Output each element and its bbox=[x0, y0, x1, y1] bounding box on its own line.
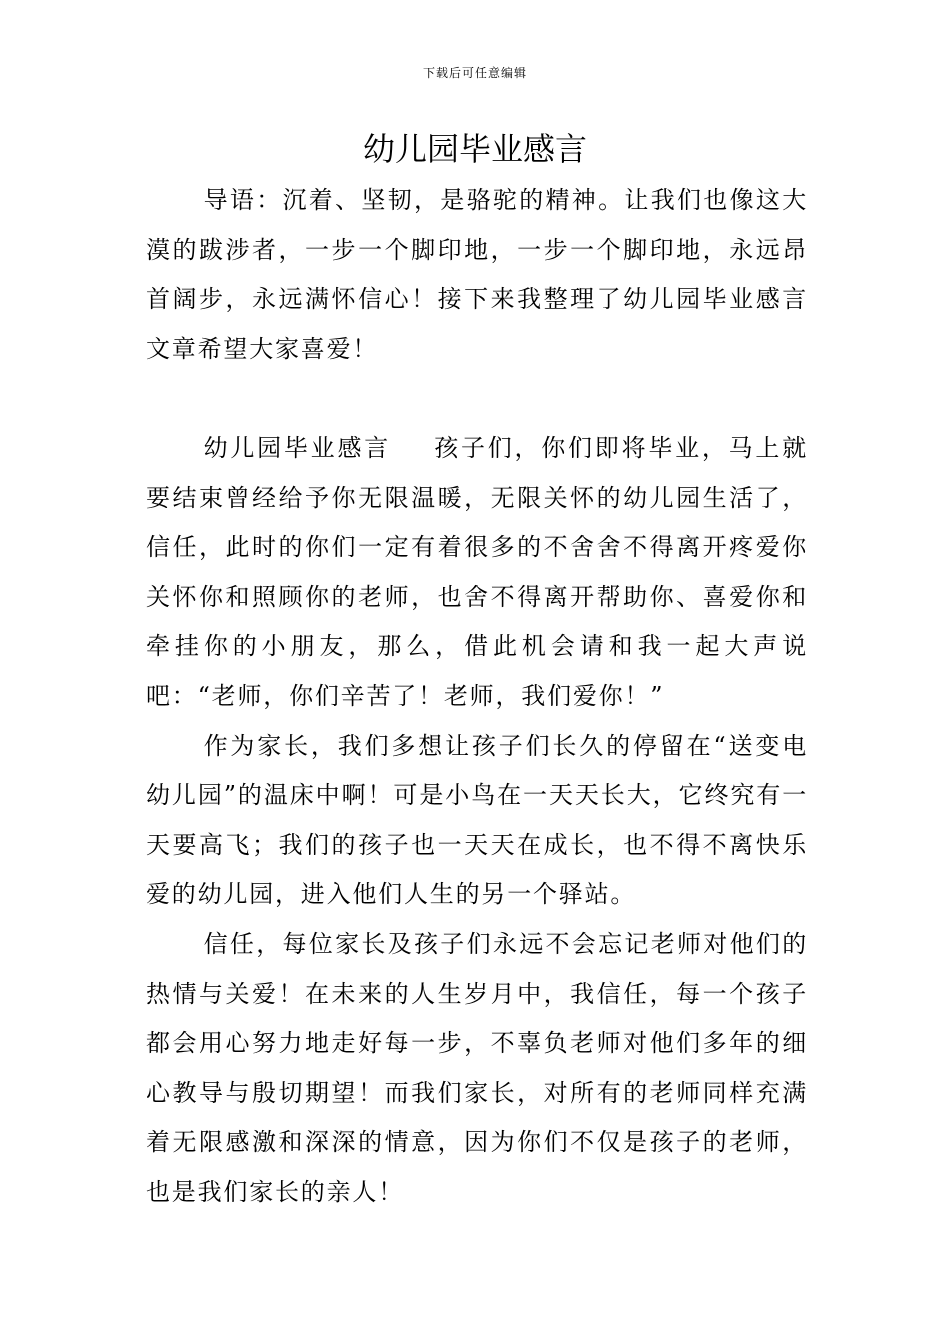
document-title: 幼儿园毕业感言 bbox=[362, 130, 587, 168]
paragraph-2: 作为家长，我们多想让孩子们长久的停留在“送变电幼儿园”的温床中啊！可是小鸟在一天天长大，它终究有一天要高飞；我们的孩子也一天天在成长，也不得不离快乐爱的幼儿园，进入他们人生的另一个驿站。 bbox=[146, 731, 808, 909]
paragraph-3: 信任，每位家长及孩子们永远不会忘记老师对他们的热情与关爱！在未来的人生岁月中，我信任，每一个孩子都会用心努力地走好每一步，不辜负老师对他们多年的细心教导与殷切期望！而我们家长，对所有的老师同样充满着无限感激和深深的情意，因为你们不仅是孩子的老师，也是我们家长的亲人！ bbox=[146, 929, 808, 1206]
paragraph-1 bbox=[146, 424, 808, 722]
intro-paragraph: 导语：沉着、坚韧，是骆驼的精神。让我们也像这大漠的跋涉者，一步一个脚印地，一步一个脚印地，永远昂首阔步，永远满怀信心！接下来我整理了幼儿园毕业感言文章希望大家喜爱！ bbox=[146, 186, 808, 363]
header-note: 下载后可任意编辑 bbox=[422, 66, 527, 80]
document-body bbox=[146, 176, 808, 1217]
paragraph-spacer bbox=[146, 374, 808, 424]
section-heading: 幼儿园毕业感言 bbox=[203, 433, 391, 462]
paragraph-1-text: 孩子们，你们即将毕业，马上就要结束曾经给予你无限温暖，无限关怀的幼儿园生活了，信任，此时的你们一定有着很多的不舍舍不得离开疼爱你关怀你和照顾你的老师，也舍不得离开帮助你、喜爱你和牵挂你的小朋友，那么，借此机会请和我一起大声说吧：“老师，你们辛苦了！老师，我们爱你！” bbox=[146, 433, 809, 710]
